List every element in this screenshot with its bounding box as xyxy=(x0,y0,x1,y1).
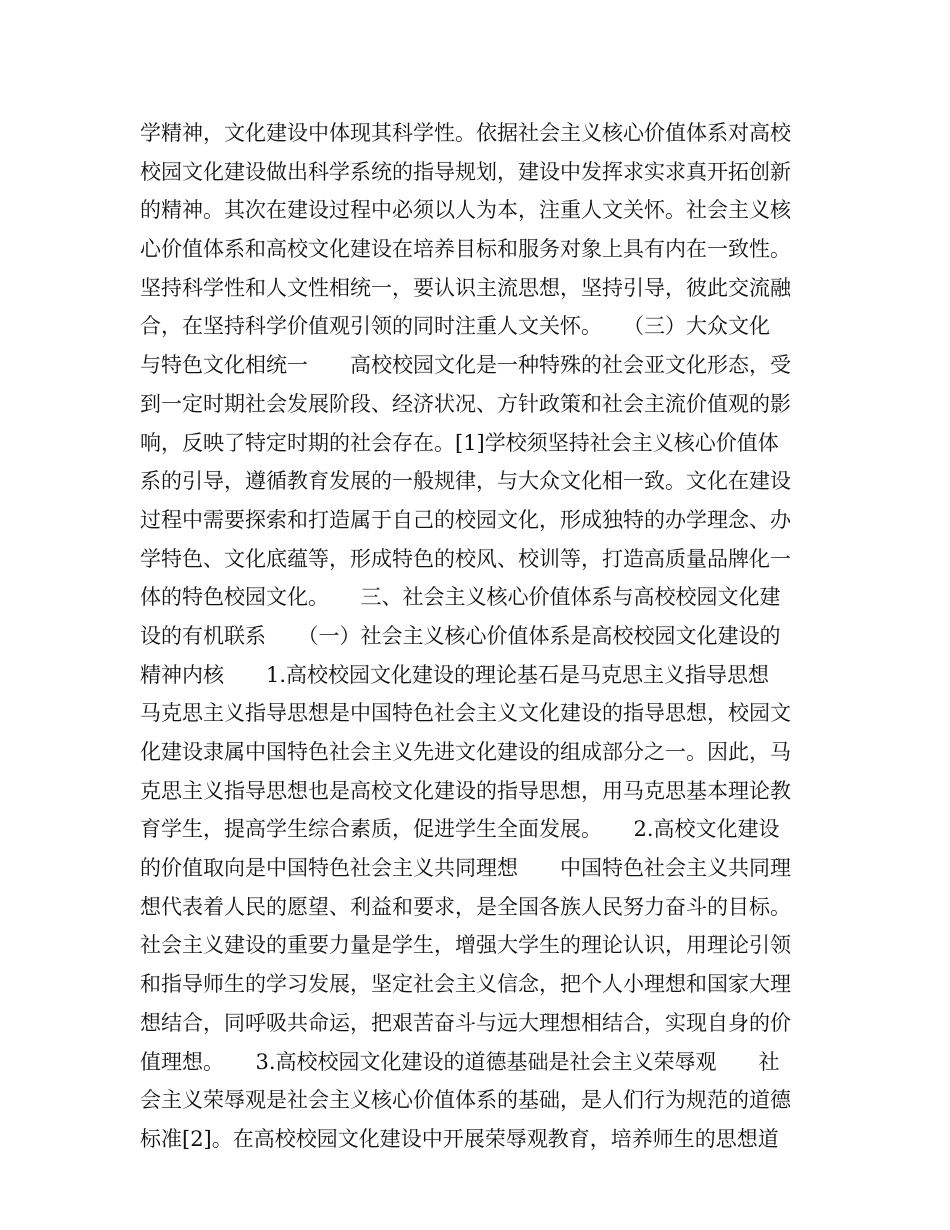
text-line: 值理想。 3.高校校园文化建设的道德基础是社会主义荣辱观 社 xyxy=(140,1049,780,1074)
text-line: 到一定时期社会发展阶段、经济状况、方针政策和社会主流价值观的影 xyxy=(140,391,791,416)
text-line: 想代表着人民的愿望、利益和要求，是全国各族人民努力奋斗的目标。 xyxy=(140,894,791,919)
text-line: 学精神，文化建设中体现其科学性。依据社会主义核心价值体系对高校 xyxy=(140,121,791,145)
text-line: 社会主义建设的重要力量是学生，增强大学生的理论认识，用理论引领 xyxy=(140,933,791,958)
text-line: 响，反映了特定时期的社会存在。[1]学校须坚持社会主义核心价值体 xyxy=(140,430,779,455)
text-line: 的价值取向是中国特色社会主义共同理想 中国特色社会主义共同理 xyxy=(140,856,791,881)
text-line: 过程中需要探索和打造属于自己的校园文化，形成独特的办学理念、办 xyxy=(140,507,791,532)
text-line: 和指导师生的学习发展，坚定社会主义信念，把个人小理想和国家大理 xyxy=(140,972,791,997)
text-line: 与特色文化相统一 高校校园文化是一种特殊的社会亚文化形态，受 xyxy=(140,353,791,378)
text-line: 化建设隶属中国特色社会主义先进文化建设的组成部分之一。因此，马 xyxy=(140,740,791,764)
text-line: 坚持科学性和人文性相统一，要认识主流思想，坚持引导，彼此交流融 xyxy=(140,275,791,300)
text-line: 精神内核 1.高校校园文化建设的理论基石是马克思主义指导思想 xyxy=(140,662,770,687)
text-line: 校园文化建设做出科学系统的指导规划，建设中发挥求实求真开拓创新 xyxy=(140,159,791,184)
text-line: 育学生，提高学生综合素质，促进学生全面发展。 2.高校文化建设 xyxy=(140,817,780,842)
text-line: 学特色、文化底蕴等，形成特色的校风、校训等，打造高质量品牌化一 xyxy=(140,546,791,571)
text-line: 标准[2]。在高校校园文化建设中开展荣辱观教育，培养师生的思想道 xyxy=(140,1126,779,1151)
body-text xyxy=(140,114,820,1159)
text-line: 系的引导，遵循教育发展的一般规律，与大众文化相一致。文化在建设 xyxy=(140,469,791,494)
text-line: 会主义荣辱观是社会主义核心价值体系的基础，是人们行为规范的道德 xyxy=(140,1088,791,1113)
text-line: 马克思主义指导思想是中国特色社会主义文化建设的指导思想，校园文 xyxy=(140,701,791,726)
text-line: 心价值体系和高校文化建设在培养目标和服务对象上具有内在一致性。 xyxy=(140,237,791,262)
text-line: 的精神。其次在建设过程中必须以人为本，注重人文关怀。社会主义核 xyxy=(140,198,791,223)
text-line: 设的有机联系 （一）社会主义核心价值体系是高校校园文化建设的 xyxy=(140,623,781,648)
text-line: 克思主义指导思想也是高校文化建设的指导思想，用马克思基本理论教 xyxy=(140,778,791,803)
text-line: 合，在坚持科学价值观引领的同时注重人文关怀。 （三）大众文化 xyxy=(140,314,770,339)
text-line: 体的特色校园文化。 三、社会主义核心价值体系与高校校园文化建 xyxy=(140,585,781,610)
text-line: 想结合，同呼吸共命运，把艰苦奋斗与远大理想相结合，实现自身的价 xyxy=(140,1010,791,1035)
